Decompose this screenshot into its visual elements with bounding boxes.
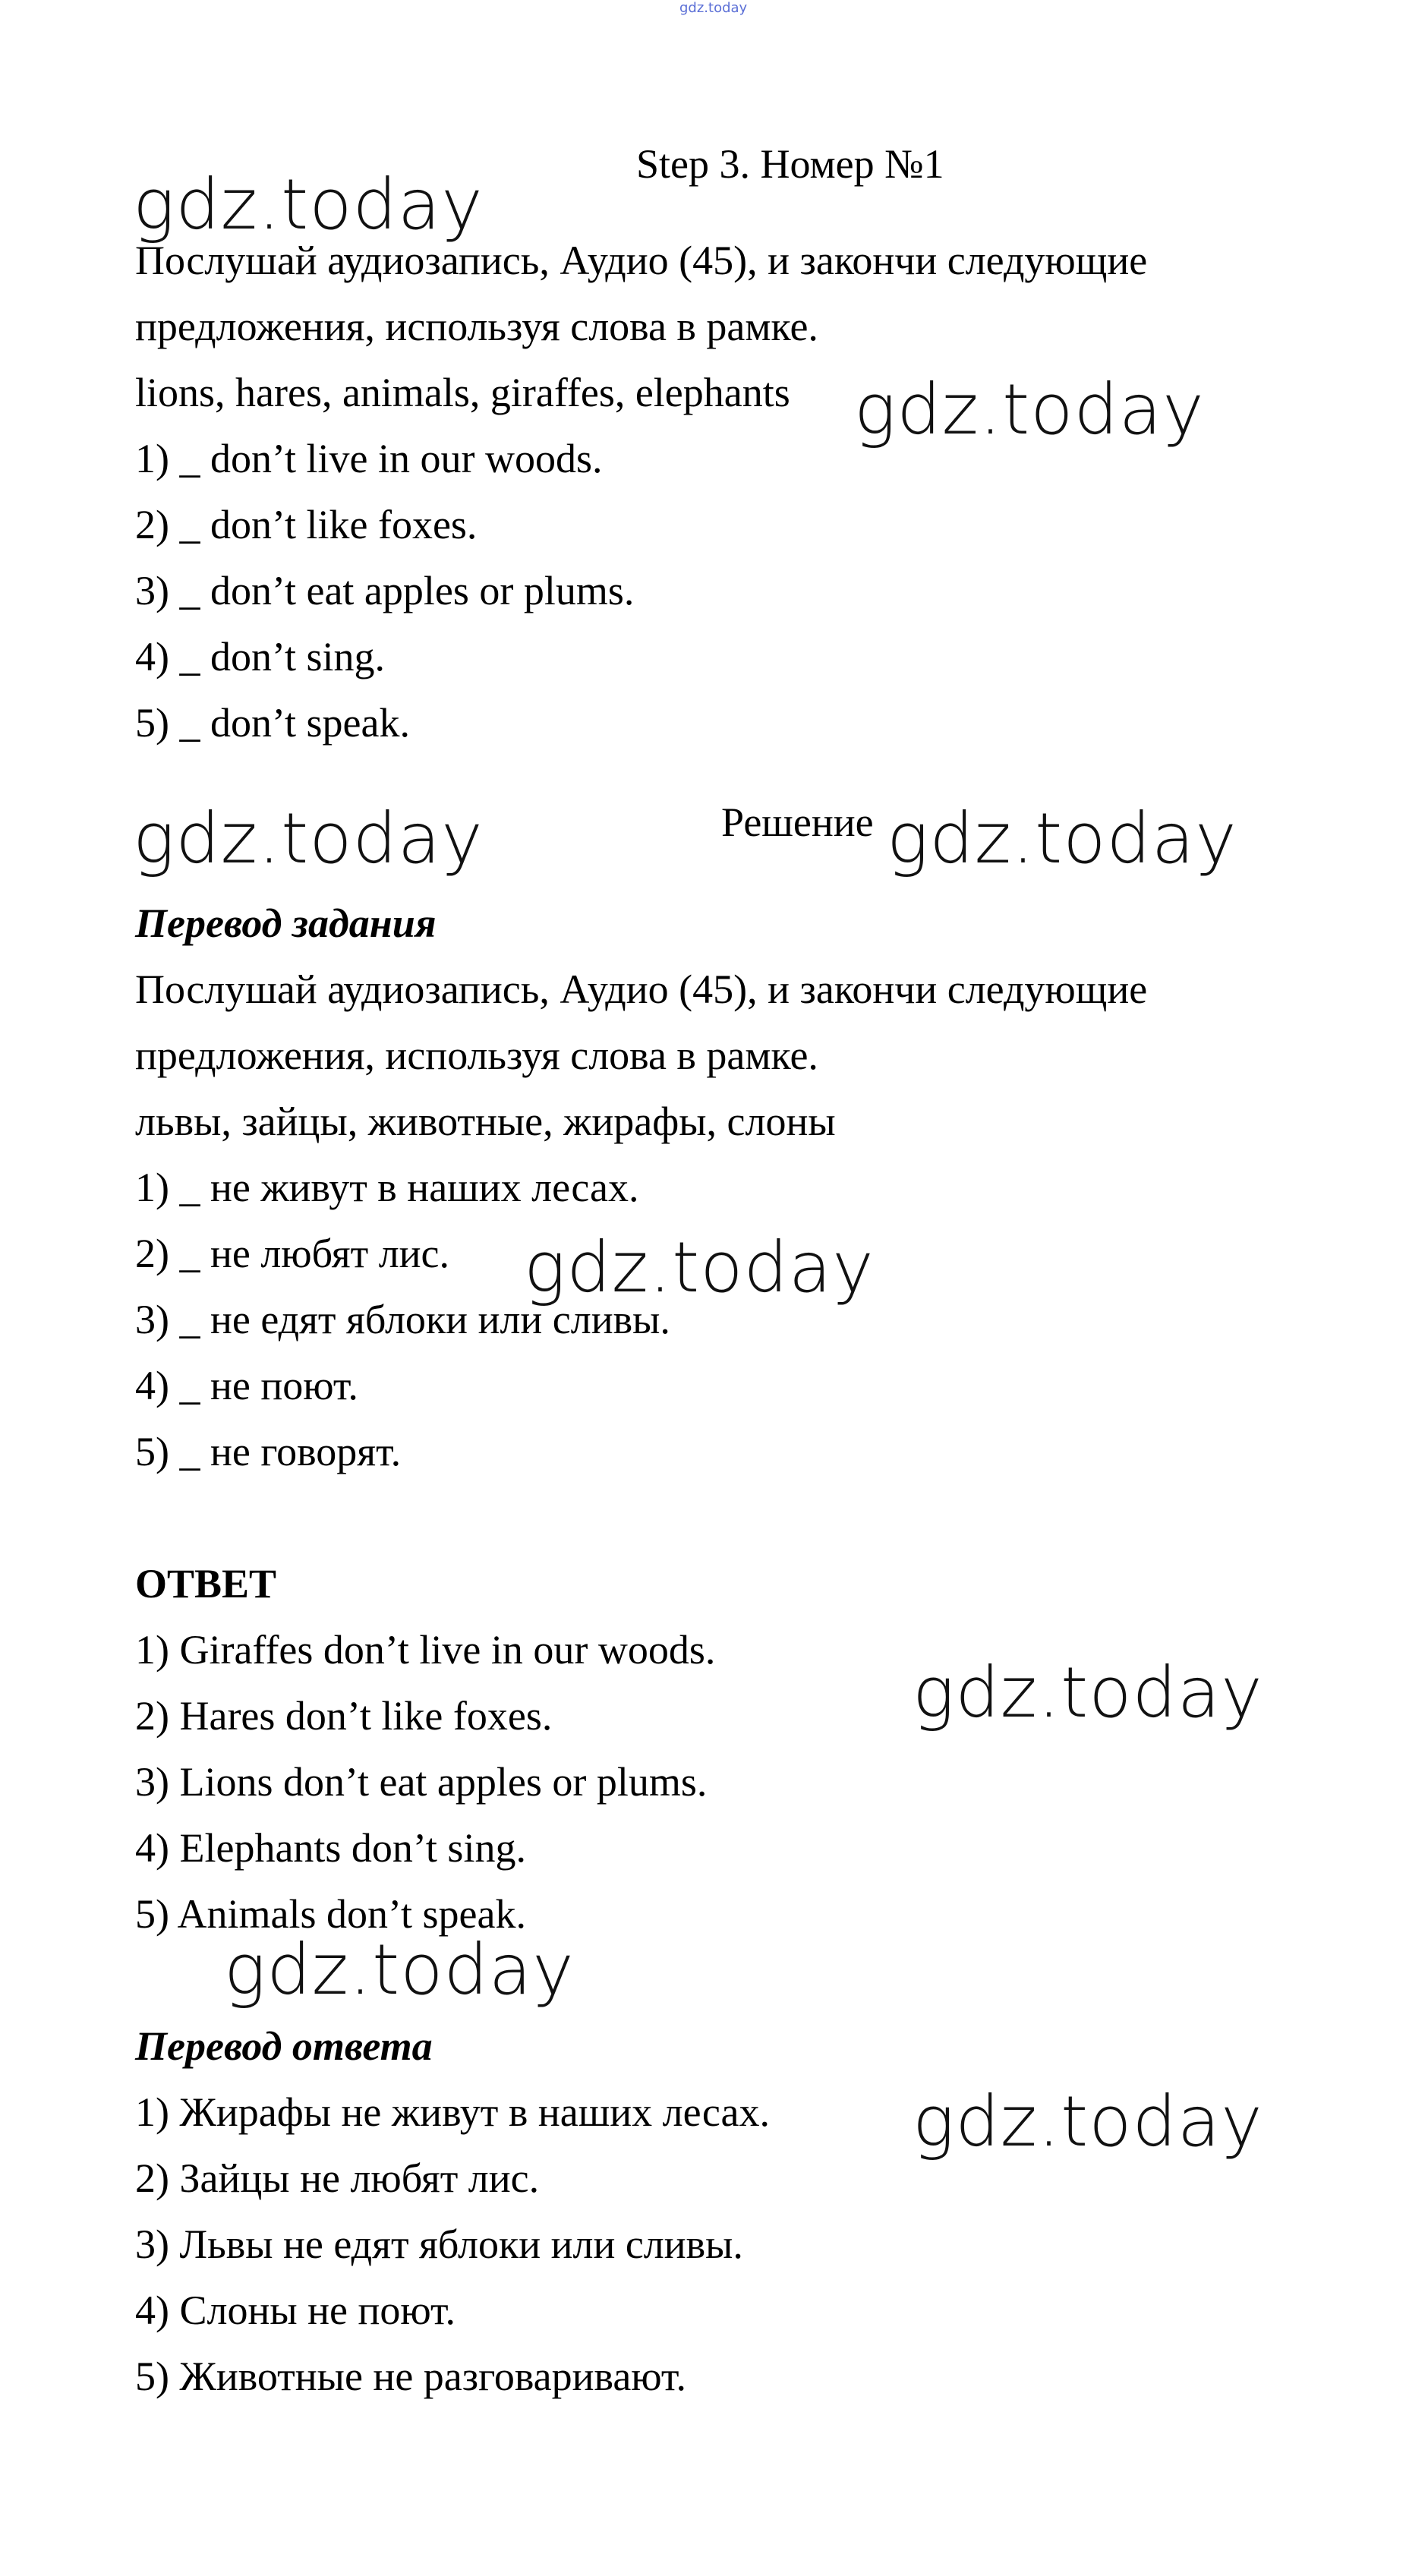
translation-task-item-3: 3) _ не едят яблоки или сливы. — [135, 1297, 670, 1342]
translation-task-line-2: предложения, используя слова в рамке. — [135, 1033, 818, 1078]
answer-item-3: 3) Lions don’t eat apples or plums. — [135, 1759, 708, 1805]
watermark: gdz.today — [913, 1652, 1263, 1733]
translation-answer-item-5: 5) Животные не разговаривают. — [135, 2354, 686, 2399]
translation-task-item-2: 2) _ не любят лис. — [135, 1231, 450, 1276]
watermark: gdz.today — [887, 798, 1237, 879]
translation-task-words: львы, зайцы, животные, жирафы, слоны — [135, 1099, 836, 1144]
watermark: gdz.today — [524, 1227, 875, 1308]
translation-answer-item-2: 2) Зайцы не любят лис. — [135, 2155, 540, 2201]
task-item-2: 2) _ don’t like foxes. — [135, 502, 478, 547]
task-item-4: 4) _ don’t sing. — [135, 634, 386, 679]
top-watermark: gdz.today — [679, 0, 748, 16]
translation-answer-heading: Перевод ответа — [135, 2023, 433, 2069]
translation-task-item-1: 1) _ не живут в наших лесах. — [135, 1165, 639, 1210]
watermark: gdz.today — [913, 2081, 1263, 2162]
translation-answer-item-4: 4) Слоны не поют. — [135, 2288, 456, 2333]
answer-item-1: 1) Giraffes don’t live in our woods. — [135, 1627, 716, 1673]
watermark: gdz.today — [854, 369, 1205, 450]
watermark: gdz.today — [133, 798, 484, 879]
answer-item-5: 5) Animals don’t speak. — [135, 1891, 526, 1937]
translation-answer-item-3: 3) Львы не едят яблоки или сливы. — [135, 2221, 743, 2267]
task-item-5: 5) _ don’t speak. — [135, 700, 410, 746]
translation-answer-item-1: 1) Жирафы не живут в наших лесах. — [135, 2089, 771, 2135]
solution-label: Решение — [721, 799, 874, 845]
watermark: gdz.today — [133, 164, 484, 245]
translation-task-line-1: Послушай аудиозапись, Аудио (45), и закончи следующие — [135, 966, 1148, 1012]
translation-task-item-5: 5) _ не говорят. — [135, 1429, 402, 1474]
translation-task-item-4: 4) _ не поют. — [135, 1363, 358, 1408]
page-title: Step 3. Номер №1 — [636, 141, 944, 187]
answer-item-2: 2) Hares don’t like foxes. — [135, 1693, 553, 1739]
task-words: lions, hares, animals, giraffes, elephants — [135, 370, 790, 415]
answer-item-4: 4) Elephants don’t sing. — [135, 1825, 526, 1871]
answer-heading: ОТВЕТ — [135, 1561, 277, 1606]
task-line-2: предложения, используя слова в рамке. — [135, 304, 818, 349]
watermark: gdz.today — [224, 1929, 575, 2010]
task-item-3: 3) _ don’t eat apples or plums. — [135, 568, 635, 613]
task-line-1: Послушай аудиозапись, Аудио (45), и закончи следующие — [135, 238, 1148, 283]
task-item-1: 1) _ don’t live in our woods. — [135, 436, 603, 481]
translation-task-heading: Перевод задания — [135, 900, 437, 946]
